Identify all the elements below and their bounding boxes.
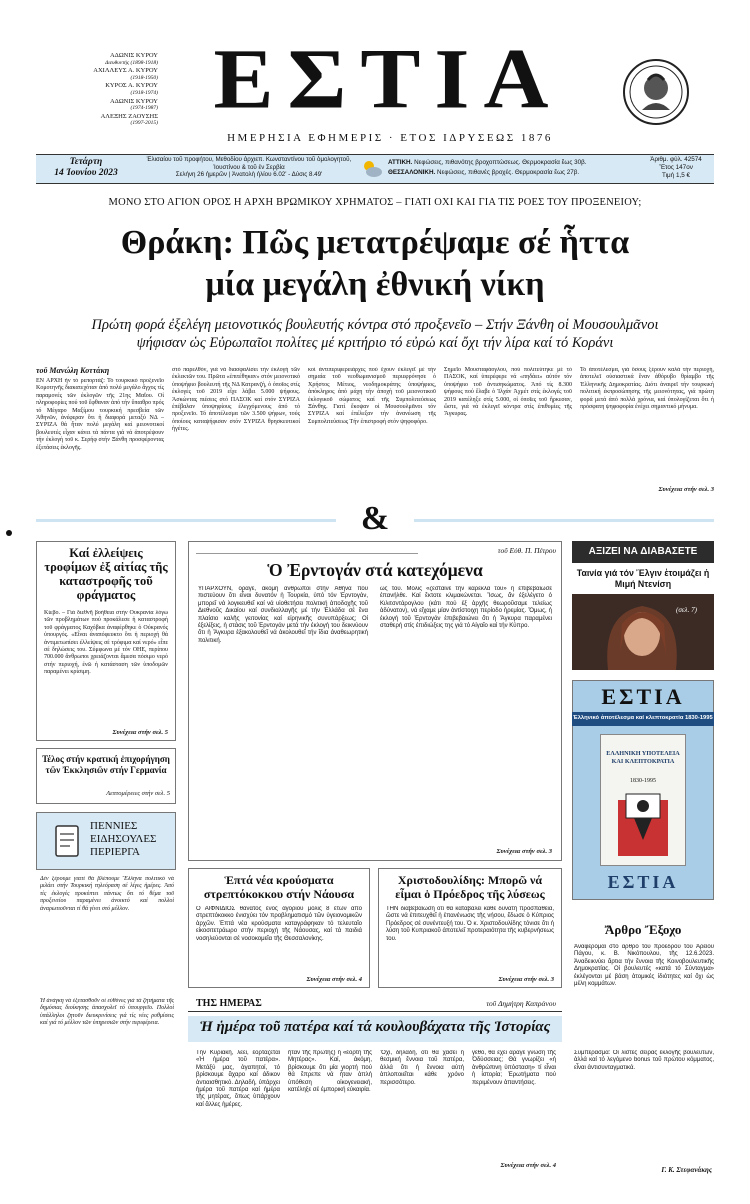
column-body-col-1: Τήν Κυριακή, λέει, ἑορτάζεται «Ἡ ἡμέρα τοῦ πατέρα». Μετάξύ μας, ἀγαπητοί, τό βρίσκουμε ἄχαρο καί ἀδικον ἀντιαισθητικό. Δηλαδή, ὑπάρχει ἡμέρα τοῦ πατέρα καί ἡμέρα τῆς μητέρας, ὅπως ὑπάρχουν καί ἄλλες ἡμέρες. xyxy=(196,1050,280,1108)
arthro-body: Ἀναφέρομαι στό ἄρθρο τοῦ προέδρου τοῦ Ἀρείου Πάγου, κ. Β. Νικόπουλου, τῆς 12.6.2023. Ἀναδεικνύει ἄρτια τήν ἔννοια τῆς Κοινοβουλευτικῆς Δημοκρατίας. Οἱ βουλευτές «κατά τό Σύνταγμα» ἐκλέγονται μέ βάση ἀτομικές ἰδιότητες καί ὄχι ὡς μέλη κομμάτων. xyxy=(574,944,714,988)
dateline-day: Τετάρτη xyxy=(69,157,103,167)
naousa-continued: Συνέχεια στήν σελ. 4 xyxy=(306,976,362,983)
sidebar-photo-caption: (σελ. 7) xyxy=(676,606,697,614)
sidebar-title: ΑΞΙΖΕΙ ΝΑ ΔΙΑΒΑΣΕΤΕ xyxy=(588,546,698,557)
erdogan-byline: τοῦ Εὐθ. Π. Πέτρου xyxy=(497,546,556,555)
founder-years: (1918-1974) xyxy=(130,89,158,96)
founder-name: ΑΔΩΝΙΣ ΚΥΡΟΥ xyxy=(109,52,158,59)
column-continued: Συνέχεια στήν σελ. 4 xyxy=(500,1162,556,1169)
arthro-title: Ἄρθρο Ἔξοχο xyxy=(604,922,682,937)
christodoulidis-continued: Συνέχεια στήν σελ. 3 xyxy=(498,976,554,983)
news-item-1: Δέν ξέρουμε γιατί θά βλέπουμε Ἕλληνα πολιτικό νά μιλάει στήν Τουρκική τηλεόραση σέ λίγες ἡμέρες. Ἀπό τίς ἐκλογές προκύπτει πάντως ὅτι τό θέμα τοῦ προξενείου παραμένει ἀνοικτό καί πολλοί ἀναρωτιοῦνται τί θά γίνει στό μέλλον. xyxy=(40,876,174,912)
issue-year: Ἔτος 147ον xyxy=(659,164,693,172)
lead-headline xyxy=(60,222,690,306)
founder-name: ΑΧΙΛΛΕΥΣ Α. ΚΥΡΟΥ xyxy=(93,67,158,75)
news-item-2: Ἡ ἀνάγκη νά ἐξετασθοῦν οἱ εὐθύνες γιά τά ζητήματα τῆς δημόσιας διοίκησης ἀπασχολεῖ τό ὑπουργεῖο. Πολλοί ὑπάλληλοι ζητοῦν διευκρινίσεις γιά τίς νέες ρυθμίσεις καί γιά τό μέλλον τῶν ὑπηρεσιῶν στήν περιφέρεια. xyxy=(40,998,174,1027)
masthead-subtitle: ΗΜΕΡΗΣΙΑ ΕΦΗΜΕΡΙΣ · ΕΤΟΣ ΙΔΡΥΣΕΩΣ 1876 xyxy=(227,132,553,144)
left-article-continued: Συνέχεια στήν σελ. 5 xyxy=(112,729,168,736)
arthro-sign: Γ. Κ. Στεφανάκης xyxy=(661,1166,712,1174)
founder-years: (1997-2015) xyxy=(130,120,158,127)
issue-info xyxy=(640,156,712,181)
erdogan-body-col-1: ΥΠΑΡΧΟΥΝ, ὅραγε, ἀκόμη ἄνθρωποι στήν Ἀθήνα πού πιστεύουν ὅτι εἶναι δυνατόν ἡ Τουρκία, ὑπό τόν Ἐρντογάν, μπορεῖ νά λογικευθεῖ καί νά υἱοθετήσει πολιτική ἀποδοχῆς τοῦ Διεθνοῦς Δικαίου καί συνδιαλλαγῆς μέ τήν Ἑλλάδα σέ ἕνα πλαίσιο καλῆς γειτονίας καί εἰρηνικῆς συνυπάρξεως; Οἱ ἐξελίξεις, ἡ στάσις τοῦ Ἐρντογάν μετά τήν ἐκλογή του δεικνύουν ὅτι ἡ Ἄγκυρα ἐξακολουθεῖ νά ἀκολουθεῖ τήν ἴδια ἀναθεωρητική πολιτική. xyxy=(198,586,368,644)
lead-body-col-4: Σημεῖο Μουσταφάογλου, πού πολιτεύτηκε μέ τό ΠΑΣΟΚ, καί ὑπερέφερε νά «πηδάει» αὐτόν τόν ὑποψήφιο τοῦ ἀντισηκώματος. Ἀπό τίς 8.300 ψήφους πού ἔλαβε ὁ Ἰλχάν Ἀχμέτ στίς ἐκλογές τοῦ 2019 κατέληξε στίς 5.000, οἱ ὁποῖες τοῦ ἤρκεσαν, ὥστε, γιά νά ἐκλεγεῖ κόντρα στίς ἐπιθυμίες τῆς Ἄγκυρας. xyxy=(444,367,572,418)
lead-body-col-2: στό παρελθόν, γιά νά διασφαλίσει τήν ἐκλογή τῶν ἐκλεκτῶν του. Πρῶτα «ἐπιτέθηκαν» στόν μειονοτικό ὑποψήφιο βουλευτή τῆς ΝΔ Κατρανζή, ὁ ὁποῖος στίς ἐκλογές τοῦ 2019 εἶχε λάβει 5.000 ψήφους. Ἀσκώντας πιέσεις στό ΠΑΣΟΚ καί στόν ΣΥΡΙΖΑ ἐπέβαλαν ὑποψηφίους ἐλεγχόμενους ἀπό τό προξενεῖο. Τό ἀποτέλεσμα τῶν 3.500 ψήφων, τούς ὁποίους καταψήφισαν στόν ΣΥΡΙΖΑ θρησκευτικοί ἡγέτες. xyxy=(172,367,300,433)
lead-body-col-3: κοί ἀντιπεριφερειάρχες πού ἔχουν ἐκλεγεῖ μέ τήν σημαία τοῦ νεοθωμανισμοῦ περιεφρόνησε ὁ Χρήστος Μέτιος, νεοδημοκράτης ὑποψήφιος, ἀπόκληρος ἀπό μάχη τήν ἀποχή τοῦ μειονοτικοῦ ἐκλογικοῦ σώματος καί τῆς Συμπολιτεύσεως Ξάνθης. Γιατί ἔκοψαν οἱ Μουσουλμᾶνοι τόν ΣΥΡΙΖΑ καί ἐπέλεξαν τήν ἀνανέωση τῆς Συμπολιτεύσεως Τήν ἐπιστροφή στόν ψηφοφόρο. xyxy=(308,367,436,425)
divider-right xyxy=(414,519,714,522)
saints-text: Ἑλισαίου τοῦ προφήτου, Μεθοδίου ἀρχιεπ. Κωνσταντίνου τοῦ ὁμολογητοῦ, Ἰουστίνου & τοῦ ἐν Σερβία xyxy=(146,156,352,171)
book-title: ΕΛΛΗΝΙΚΗ ΥΠΟΤΕΛΕΙΑ ΚΑΙ ΚΛΕΠΤΟΚΡΑΤΙΑ xyxy=(606,750,680,765)
lead-headline-line-2: μία μεγάλη ἐθνική νίκη xyxy=(205,266,545,303)
dateline-date xyxy=(36,157,136,179)
ampersand-ornament: & xyxy=(360,500,390,537)
founder-years: Διευθυντής (1898-1918) xyxy=(105,59,158,66)
column-body-col-3: Ὄχι, δηλαδή, ὅτι θά χάσει ἡ θεσμική ἔννοια τοῦ πατέρα, ἀλλά ὅτι ἡ ἔννοια αὐτή ἀπλοποιεῖται κάθε χρόνο περισσότερο. xyxy=(380,1050,464,1086)
christodoulidis-body: ΤΗΝ διαβεβαίωση ὅτι θά καταβάλει κάθε δυνατή προσπάθεια, ὥστε νά ἐπιτευχθεῖ ἡ ἐπανένωσις τῆς νήσου, ἔδωσε ὁ Κύπριος Πρόεδρος σέ συνέντευξή του. Ὁ κ. Χριστοδουλίδης τόνισε ὅτι ἡ λύση τοῦ Κυπριακοῦ ἀποτελεῖ προτεραιότητα τῆς κυβερνήσεως του. xyxy=(386,906,554,942)
column-label: ΤΗΣ ΗΜΕΡΑΣ xyxy=(196,998,262,1009)
naousa-headline: Ἑπτά νέα κρούσματα στρεπτόκοκκου στήν Νάουσα xyxy=(203,873,355,901)
left-brief-continued: Λεπτομέρειες στήν σελ. 5 xyxy=(106,790,170,797)
athena-seal-icon xyxy=(622,58,690,126)
founder-name: ΑΔΩΝΙΣ ΚΥΡΟΥ xyxy=(109,97,158,105)
issue-price: Τιμή 1,5 € xyxy=(662,172,690,180)
moon-text: Σελήνη 26 ἡμερῶν | Ἀνατολὴ ἡλίου 6.02' - Δύσις 8.49' xyxy=(175,171,323,179)
left-article-headline: Καί ἐλλείψεις τροφίμων ἐξ αἰτίας τῆς καταστροφῆς τοῦ φράγματος xyxy=(44,546,168,602)
column-body-col-2: ἦταν τῆς πρώτης) ἡ «ἑορτή τῆς Μητέρας». Καί, ἀκόμη, βρίσκουμε ὅτι μία γιορτή πού θά ἔπρεπε νά ἦταν ἁπλή ὑπόθεση οἰκογενειακή, κατέληξε σέ ἐμπορική εὐκαιρία. xyxy=(288,1050,372,1094)
weather-attica-label: ΑΤΤΙΚΗ. xyxy=(388,159,413,166)
founder-name: ΑΛΕΞΗΣ ΖΑΟΥΣΗΣ xyxy=(100,112,158,120)
erdogan-continued: Συνέχεια στήν σελ. 3 xyxy=(496,848,552,855)
column-headline: Ἡ ἡμέρα τοῦ πατέρα καί τά κουλουβάχατα τῆς Ἱστορίας xyxy=(199,1019,551,1035)
dateline-saints xyxy=(142,156,356,179)
weather-attica: Νεφώσεις, πιθανότης βροχοπτώσεως. Θερμοκρασία ἕως 30β. xyxy=(414,159,587,166)
lead-byline: τοῦ Μανώλη Κοττάκη xyxy=(36,366,110,375)
issue-number: Ἀριθμ. φύλ. 42574 xyxy=(650,156,702,163)
founder-years: (1974-1987) xyxy=(130,105,158,112)
column-byline: τοῦ Δημήτρη Καπράνου xyxy=(486,999,556,1008)
left-brief-headline: Τέλος στήν κρατική ἐπιχορήγηση τῶν Ἐκκλησιῶν στήν Γερμανία xyxy=(42,754,170,775)
lead-deck: Πρώτη φορά ἐξελέγη μειονοτικός βουλευτής κόντρα στό προξενεῖο – Στήν Ξάνθη οἱ Μουσουλμᾶνοι ψήφισαν ὡς Εὐρωπαῖοι πολίτες μέ κριτήριο τό εὐρώ καί ὄχι τήν λίρα καί τό Κοράνι xyxy=(91,317,659,351)
left-article-body: Κίεβο. – Γιά διεθνῆ βοήθεια στήν Ουκρανία λόγω τῶν προβλημάτων πού προκάλεσε ἡ καταστροφή τοῦ φράγματος Καχόβκα ἀναφέρθηκε ὁ Οὐκρανός ὑπουργός. «Εἶναι ἀναπόφευκτο ὅτι ἡ περιοχή θά ἀντιμετωπίσει ἐλλείψεις σέ τρόφιμα καί νερό» εἶπε σέ δηλώσεις του. Σύμφωνα μέ τόν ΟΗΕ, περίπου 700.000 ἄνθρωποι χρειάζονται ἄμεσα πόσιμο νερό στήν περιοχή, ἐνῶ ἡ κατάσταση τῶν ὑποδομῶν παραμένει κρίσιμη. xyxy=(44,610,168,676)
edge-dot-icon xyxy=(6,530,12,536)
christodoulidis-headline: Χριστοδουλίδης: Μπορῶ νά εἶμαι ὁ Πρόεδρος τῆς λύσεως xyxy=(395,873,545,901)
lead-body-col-5: Τό ἀποτέλεσμα, γιά ὅσους ξέρουν καλά τήν περιοχή, ἀποτελεῖ οὐσιαστικά ἕναν ἀθόρυβο θρίαμβο τῆς Ἑλληνικῆς Δημοκρατίας. Διότι ἀναιρεῖ τήν τουρκική πολιτική ἐκπροσώπησης τῆς μειονότητας, γιά πρώτη φορά μετά ἀπό πολλά χρόνια, καί ὑπολογίζεται ὅτι ἡ πρόσφατη ψηφοφορία ἐνέχει σημαντικό μήνυμα. xyxy=(580,367,714,411)
weather-icon xyxy=(360,157,384,181)
arthro-body-2: Συμπέρασμα: Οἱ λίστες σειρᾶς ἐκλογῆς βουλευτῶν, ἀλλά καί τό λεγόμενο bonus τοῦ πρώτου κόμματος, εἶναι ἀντισυνταγματικά. xyxy=(574,1050,714,1071)
dateline-full-date: 14 Ἰουνίου 2023 xyxy=(54,168,118,178)
weather-forecast xyxy=(388,158,628,178)
founder-years: (1918-1950) xyxy=(130,74,158,81)
weather-thess-label: ΘΕΣΣΑΛΟΝΙΚΗ. xyxy=(388,169,436,176)
masthead-logo: ΕΣΤΙΑ xyxy=(213,32,563,127)
erdogan-headline: Ὁ Ἐρντογάν στά κατεχόμενα xyxy=(267,560,483,580)
lead-continued: Συνέχεια στήν σελ. 3 xyxy=(658,486,714,493)
kicker: ΜΟΝΟ ΣΤΟ ΑΓΙΟΝ ΟΡΟΣ Η ΑΡΧΗ ΒΡΩΜΙΚΟΥ ΧΡΗΜΑΤΟΣ – ΓΙΑΤΙ ΟΧΙ ΚΑΙ ΓΙΑ ΤΙΣ ΡΟΕΣ ΤΟΥ ΠΡΟΞΕΝΕΙΟΥ; xyxy=(108,197,642,208)
column-body-col-4: γεθο, θά ἔχει ἄραγε γνώση τῆς Ὀδύσσειας; Θά γνωρίζει «ἡ ἀνθρώπινη ὑπόσταση» τί εἶναι ἡ ἱστορία; Ἐρωτήματα πού περιμένουν ἀπαντήσεις. xyxy=(472,1050,556,1086)
lead-headline-line-1: Θράκη: Πῶς μετατρέψαμε σέ ἧττα xyxy=(120,224,630,261)
column-label-rule xyxy=(188,1011,562,1012)
promo-logo: ΕΣΤΙΑ xyxy=(601,684,685,709)
promo-footer: ΕΣΤΙΑ xyxy=(607,872,679,892)
lead-body-col-1: ΕΝ ΑΡΧΗ ἦν τό ρεπορτάζ: Τό τουρκικό προξενεῖο Κομοτηνῆς διακατεχόταν ἀπό πολύ μεγάλο ἄγχος τίς παραμονές τῶν ἐκλογῶν τῆς 21ης Μαΐου. Οἱ πληροφορίες πού τοῦ ἔφθαναν ἀπό τήν ὕπαιθρο πρός τό Μέγαρο Μαξίμου τουρκική πρεσβεία τῶν Ἀθηνῶν, ἀνέφεραν ὅτι ἡ διαφορά μεταξύ ΝΔ – ΣΥΡΙΖΑ θά ἦταν πολύ μεγάλη καί μειονοτικοί βουλευτές εἶχαν κάνει τά πάντα γιά νά ἀποτρέψουν τήν ἐκλογή τοῦ κ. Σερήφ στήν Ξάνθη προσφέροντας ἐξετάσεις ἐκλογῆς. xyxy=(36,378,164,451)
bell-icon xyxy=(52,822,82,860)
founders-list xyxy=(40,52,158,128)
divider-left xyxy=(36,519,336,522)
book-illustration-icon xyxy=(612,790,674,860)
erdogan-body-col-2: ὡς τοῦ. Μόλις «ζέσταινε τήν καρέκλα του» ἡ ἐπιβεβαίωσε ἐπανήλθε. Καί ἔκτοτε κλιμακώνεται. Ἴσως, ἄν ἐξελέγετο ὁ Κιλιτσντάρογλου (κάτι πού ἐξ ἀρχῆς θεωροῦσαμε τελείως ἀδύνατον), νά εἴχαμε μίαν ἀντίστοιχη περίοδο ἠρεμίας. Ὅμως, ἡ ἐκλογή τοῦ Ἐρντογάν ἐπιβεβαιώνει ὅτι ἡ Ἄγκυρα παραμένει σταθερή στίς ἐπιδιώξεις της γιά τό Αἰγαῖο καί τήν Κύπρο. xyxy=(380,586,552,630)
promo-banner: Ἑλληνικό ἀποτέλεσμα καί κλεπτοκρατία 1830-1995 xyxy=(573,715,713,721)
naousa-body: Ο ΑΙΦΝΙΔΙΟΣ θάνατος ἑνός ἀγοριοῦ μόλις 8 ἐτῶν ἀπό στρεπτόκοκκο ἐνισχύει τόν προβληματισμό τῶν ὑγειονομικῶν ἀρχῶν. Ἐπτά νέα κρούσματα καταγράφηκαν τό τελευταῖο εἰκοσιτετράωρο στήν περιοχή τῆς Νάουσας, καί τά παιδιά νοσηλεύονται σέ νοσοκομεῖα τῆς Θεσσαλονίκης. xyxy=(196,906,362,942)
erdogan-byline-rule xyxy=(196,553,418,554)
news-box-title: ΠΕΝΝΙΕΣ ΕΙΔΗΣΟΥΛΕΣ ΠΕΡΙΕΡΓΑ xyxy=(90,820,157,858)
founder-name: ΚΥΡΟΣ Α. ΚΥΡΟΥ xyxy=(105,82,158,90)
book-years: 1830-1995 xyxy=(630,778,656,784)
weather-thess: Νεφώσεις, πιθανές βροχές. Θερμοκρασία ἕως 27β. xyxy=(437,169,580,176)
sidebar-item-headline: Ταινία γιά τόν Ἔλγιν ἑτοιμάζει ἡ Μιμή Ντενίση xyxy=(576,568,710,589)
